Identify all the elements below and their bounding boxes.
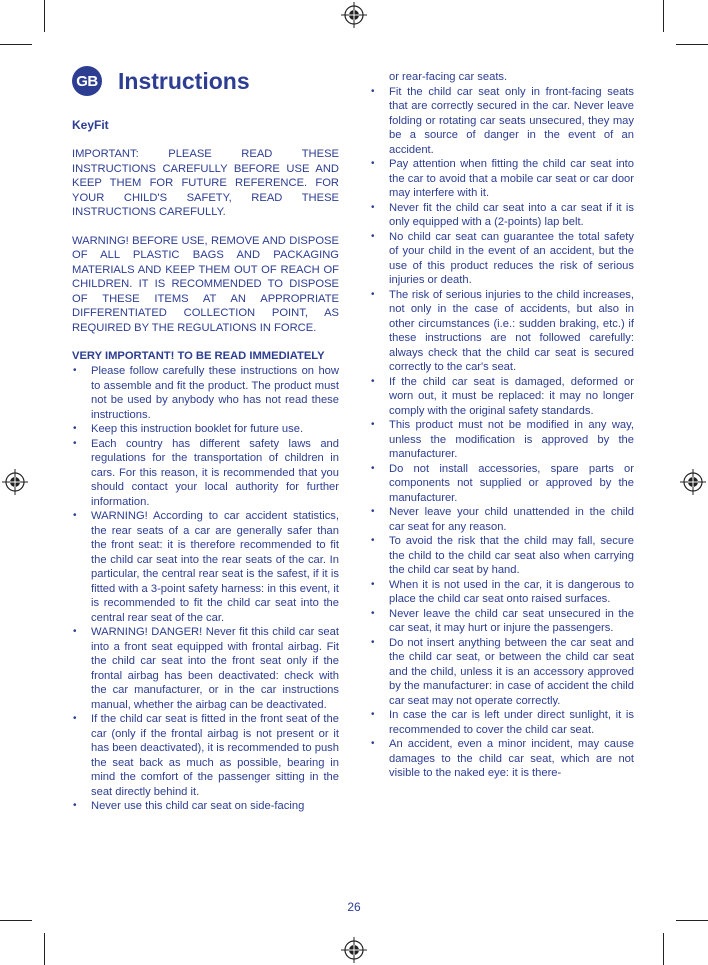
registration-mark-icon <box>341 2 367 28</box>
crop-mark <box>663 933 664 965</box>
crop-mark <box>676 920 708 921</box>
list-item: • Never fit the child car seat into a car seat if it is only equipped with a (2-points) lap belt. <box>370 201 634 230</box>
crop-mark <box>676 44 708 45</box>
list-item: • No child car seat can guarantee the total safety of your child in the event of an accident, but the use of this product reduces the risk of serious injuries or death. <box>370 230 634 288</box>
crop-mark <box>44 0 45 32</box>
list-item: • Each country has different safety laws and regulations for the transportation of children in cars. For this reason, it is recommended that you should contact your local authority for further information. <box>72 437 339 510</box>
list-item: • Never use this child car seat on side-facing <box>72 799 339 814</box>
list-item: • When it is not used in the car, it is dangerous to place the child car seat onto raised surfaces. <box>370 578 634 607</box>
list-item: • Pay attention when fitting the child car seat into the car to avoid that a mobile car seat or car door may interfere with it. <box>370 157 634 201</box>
section-heading: VERY IMPORTANT! TO BE READ IMMEDIATELY <box>72 350 325 362</box>
left-column <box>72 64 339 814</box>
list-item: • If the child car seat is damaged, deformed or worn out, it must be replaced: it may no longer comply with the original safety standards. <box>370 375 634 419</box>
language-badge: GB <box>72 66 102 96</box>
list-item: • Never leave your child unattended in the child car seat for any reason. <box>370 505 634 534</box>
page-title: Instructions <box>118 67 250 94</box>
product-name: KeyFit <box>72 118 109 132</box>
left-bullet-list <box>72 364 339 814</box>
list-item: • WARNING! DANGER! Never fit this child car seat into a front seat equipped with frontal airbag. Fit the child car seat into the front seat only if the frontal airbag has been deactivated: check with the car manufacturer, or in the car instructions manual, whether the airbag can be deactivated. <box>72 625 339 712</box>
list-item: • In case the car is left under direct sunlight, it is recommended to cover the child car seat. <box>370 708 634 737</box>
right-bullet-list <box>370 85 634 781</box>
crop-mark <box>0 920 32 921</box>
list-item: • WARNING! According to car accident statistics, the rear seats of a car are generally safer than the front seat: it is therefore recommended to fit the child car seat into the rear seats of the car. In particular, the central rear seat is the safest, if it is fitted with a 3-point safety harness: in this event, it is recommended to fit the child car seat into the central rear seat of the car. <box>72 509 339 625</box>
list-item: • Please follow carefully these instructions on how to assemble and fit the product. The product must not be used by anybody who has not read these instructions. <box>72 364 339 422</box>
right-column <box>370 70 634 781</box>
list-item: • Do not install accessories, spare parts or components not supplied or approved by the manufacturer. <box>370 462 634 506</box>
intro-paragraph: IMPORTANT: PLEASE READ THESE INSTRUCTIONS CAREFULLY BEFORE USE AND KEEP THEM FOR FUTURE REFERENCE. FOR YOUR CHILD'S SAFETY, READ THESE INSTRUCTIONS CAREFULLY. <box>72 148 339 218</box>
registration-mark-icon <box>680 469 706 495</box>
list-item: • Fit the child car seat only in front-facing seats that are correctly secured in the car. Never leave folding or rotating car seats unsecured, they may be a source of danger in the event of an accident. <box>370 85 634 158</box>
list-item: • The risk of serious injuries to the child increases, not only in the case of accidents, but also in other circumstances (i.e.: sudden braking, etc.) if these instructions are not followed carefully: always check that the child car seat is secured correctly to the car's seat. <box>370 288 634 375</box>
page-number: 26 <box>347 900 361 914</box>
intro-paragraph: WARNING! BEFORE USE, REMOVE AND DISPOSE OF ALL PLASTIC BAGS AND PACKAGING MATERIALS AND KEEP THEM OUT OF REACH OF CHILDREN. IT IS RECOMMENDED TO DISPOSE OF THESE ITEMS AT AN APPROPRIATE DIFFERENTIATED COLLECTION POINT, AS REQUIRED BY THE REGULATIONS IN FORCE. <box>72 234 339 334</box>
list-item: • If the child car seat is fitted in the front seat of the car (only if the frontal airbag is not present or it has been deactivated), it is recommended to push the seat back as much as possible, bearing in mind the comfort of the passenger sitting in the seat directly behind it. <box>72 712 339 799</box>
list-item: • Never leave the child car seat unsecured in the car seat, it may hurt or injure the passengers. <box>370 607 634 636</box>
list-item: • An accident, even a minor incident, may cause damages to the child car seat, which are not visible to the naked eye: it is there- <box>370 737 634 781</box>
list-item: • This product must not be modified in any way, unless the modification is approved by the manufacturer. <box>370 418 634 462</box>
list-continuation: or rear-facing car seats. <box>389 71 508 83</box>
registration-mark-icon <box>341 937 367 963</box>
registration-mark-icon <box>2 469 28 495</box>
crop-mark <box>0 44 32 45</box>
list-item: • To avoid the risk that the child may fall, secure the child to the child car seat also when carrying the child car seat by hand. <box>370 534 634 578</box>
list-item: • Keep this instruction booklet for future use. <box>72 422 339 437</box>
page-header <box>72 64 339 98</box>
crop-mark <box>44 933 45 965</box>
list-item: • Do not insert anything between the car seat and the child car seat, or between the child car seat and the child, unless it is an accessory approved by the manufacturer: in case of accident the child car seat may not operate correctly. <box>370 636 634 709</box>
crop-mark <box>663 0 664 32</box>
